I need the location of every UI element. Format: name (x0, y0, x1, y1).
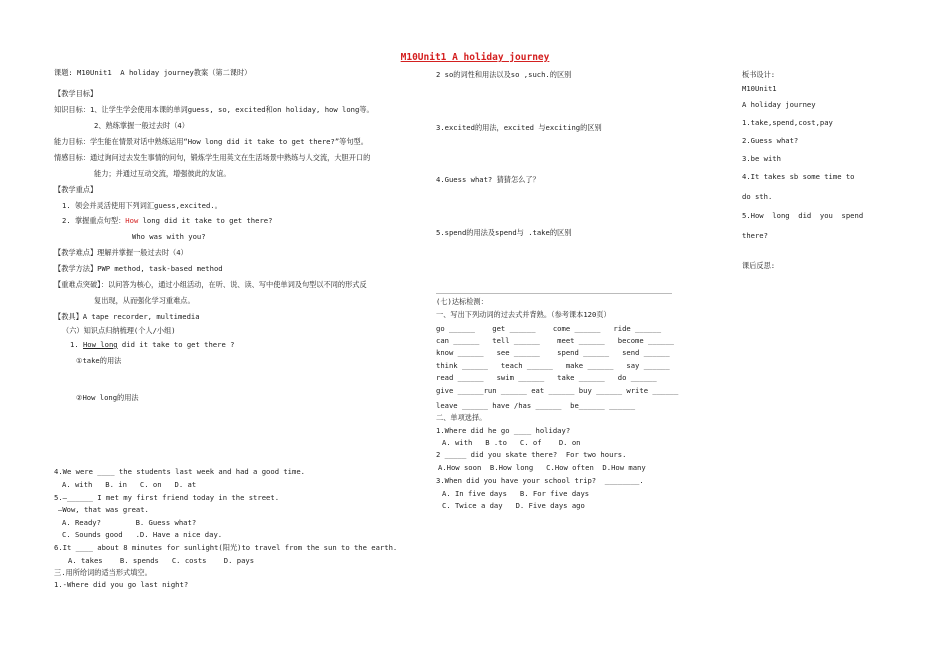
goal-header: 【教学目标】 (54, 89, 98, 98)
verb-row-2: can ______ tell ______ meet ______ become ______ (436, 336, 674, 345)
breakthrough: 【重难点突破】：以问答为核心，通过小组活动，在听、说、读、写中使单词及句型以不同的形式反 (54, 280, 367, 289)
key-point-2-highlight: How (125, 216, 139, 225)
section-seven: (七)达标检测： (436, 297, 488, 306)
question-5-options-2: C. Sounds good .D. Have a nice day. (62, 530, 223, 539)
question-1-rest: did it take to get there ? (117, 340, 235, 349)
board-design-header: 板书设计: (742, 70, 776, 79)
mc-question-1: 1.Where did he go ____ holiday? (436, 426, 571, 435)
part-two-header: 二、单项选择。 (436, 413, 487, 422)
question-4: 4.We were ____ the students last week and had a good time. (54, 467, 305, 476)
part-three-header: 三.用所给词的适当形式填空。 (54, 568, 152, 577)
mc-question-3: 3.When did you have your school trip? ________. (436, 476, 644, 485)
question-1-take: ①take的用法 (76, 356, 122, 365)
board-line-2: A holiday journey (742, 100, 816, 109)
mc-question-1-options: A. with B .to C. of D. on (442, 438, 581, 447)
part-one-header: 一、写出下列动词的过去式并背熟。（参考课本120页） (436, 310, 611, 319)
question-1-how-long: ②How long的用法 (76, 393, 139, 402)
key-point-3: Who was with you? (132, 232, 206, 241)
emotion-goal: 情感目标：通过询问过去发生事情的问句，锻炼学生用英文在生活场景中熟练与人交流，大胆开口的 (54, 153, 371, 162)
board-line-1: M10Unit1 (742, 84, 777, 93)
verb-row-7: leave ______ have /has ______ be______ ______ (436, 401, 636, 410)
question-5-reply: —Wow, that was great. (58, 505, 149, 514)
verb-row-1: go ______ get ______ come ______ ride ______ (436, 324, 662, 333)
reflection-header: 课后反思: (742, 261, 776, 270)
question-1-number: 1. (70, 340, 83, 349)
question-1-underlined: How long (82, 340, 118, 349)
verb-row-4: think ______ teach ______ make ______ say ______ (436, 361, 670, 370)
question-4-options: A. with B. in C. on D. at (62, 480, 197, 489)
verb-row-5: read ______ swim ______ take ______ do ______ (436, 373, 657, 382)
point-guess-what: 4.Guess what? 猜猜怎么了？ (436, 175, 540, 184)
teaching-tools: 【教具】A tape recorder, multimedia (54, 312, 200, 321)
point-excited: 3.excited的用法，excited 与exciting的区别 (436, 123, 602, 132)
board-line-5: 3.be with (742, 154, 781, 163)
lesson-topic: 课题: M10Unit1 A holiday journey教案（第二课时） (54, 68, 252, 77)
breakthrough-2: 复出现，从而强化学习重难点。 (94, 296, 195, 305)
board-line-4: 2.Guess what? (742, 136, 799, 145)
section-divider (436, 293, 672, 294)
question-5: 5.—______ I met my first friend today in the street. (54, 493, 280, 502)
section-six: （六）知识点归纳梳理(个人/小组) (62, 326, 176, 335)
document-title: M10Unit1 A holiday journey (400, 52, 550, 63)
key-point-2 (62, 216, 272, 225)
mc-question-2: 2 _____ did you skate there? For two hours. (436, 450, 627, 459)
board-line-7: do sth. (742, 192, 773, 201)
knowledge-goal-2: 2、熟练掌握一般过去时（4） (94, 121, 189, 130)
point-spend: 5.spend的用法及spend与 .take的区别 (436, 228, 572, 237)
mc-question-3-options-1: A. In five days B. For five days (442, 489, 590, 498)
question-1 (70, 340, 234, 349)
key-point-2-prefix: 2. 掌握重点句型： (62, 216, 126, 225)
question-5-options-1: A. Ready? B. Guess what? (62, 518, 197, 527)
emotion-goal-2: 能力；并通过互动交流，增强彼此的友谊。 (94, 169, 231, 178)
verb-row-3: know ______ see ______ spend ______ send ______ (436, 348, 670, 357)
key-point-1: 1. 领会并灵活使用下列词汇guess,excited.。 (62, 201, 222, 210)
question-6-options: A. takes B. spends C. costs D. pays (68, 556, 255, 565)
mc-question-3-options-2: C. Twice a day D. Five days ago (442, 501, 585, 510)
question-6: 6.It ____ about 8 minutes for sunlight(阳光)to travel from the sun to the earth. (54, 543, 398, 552)
key-header: 【教学重点】 (54, 185, 98, 194)
board-line-9: there? (742, 231, 768, 240)
part-three-question-1: 1.-Where did you go last night? (54, 580, 189, 589)
difficulty: 【教学难点】理解并掌握一般过去时（4） (54, 248, 188, 257)
ability-goal: 能力目标：学生能在情景对话中熟练运用“How long did it take to get there?”等句型。 (54, 137, 368, 146)
board-line-3: 1.take,spend,cost,pay (742, 118, 833, 127)
point-so: 2 so的词性和用法以及so ,such.的区别 (436, 70, 572, 79)
verb-row-6: give ______run ______ eat ______ buy ______ write ______ (436, 386, 679, 395)
mc-question-2-options: A.How soon B.How long C.How often D.How many (438, 463, 646, 472)
knowledge-goal: 知识目标：1、让学生学会使用本课的单词guess, so, excited和on holiday, how long等。 (54, 105, 374, 114)
board-line-6: 4.It takes sb some time to (742, 172, 855, 181)
key-point-2-rest: long did it take to get there? (138, 216, 273, 225)
board-line-8: 5.How long did you spend (742, 211, 864, 220)
teaching-method: 【教学方法】PWP method, task-based method (54, 264, 223, 273)
